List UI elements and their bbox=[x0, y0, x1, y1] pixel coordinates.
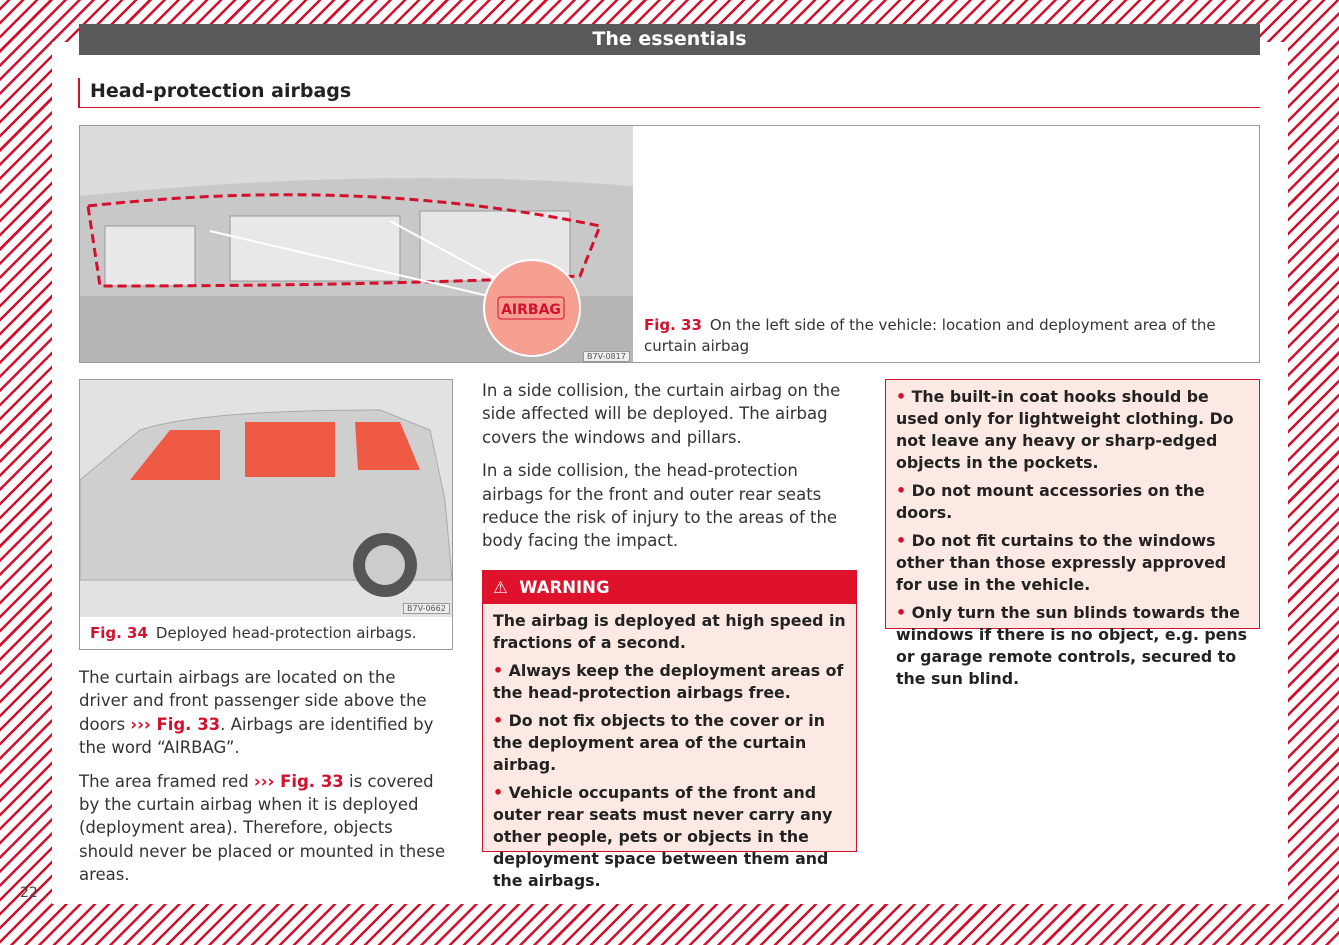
figure-label: Fig. 34 bbox=[90, 624, 148, 642]
list-item: • Vehicle occupants of the front and outer rear seats must never carry any other people, pets or objects in the deployment space between them and the airbags. bbox=[493, 783, 833, 890]
list-item: • The built-in coat hooks should be used only for lightweight clothing. Do not leave any heavy or sharp-edged objects in the pockets. bbox=[896, 387, 1234, 472]
figure-caption: Fig. 33 On the left side of the vehicle: location and deployment area of the curtain airbag bbox=[644, 316, 1216, 355]
list-item: • Do not fix objects to the cover or in the deployment area of the curtain airbag. bbox=[493, 711, 825, 774]
page-number: 22 bbox=[20, 885, 38, 901]
warning-box: ⚠ WARNING The airbag is deployed at high speed in fractions of a second. • Always keep the deployment areas of the head-protection airbags free. • Do not fix objects to the cover or in the deployment area of the curtain airbag. • Vehicle occupants of the front and outer rear seats must never carry any other people, pets or objects in the deployment space between them and the airbags. bbox=[482, 570, 857, 852]
list-item: • Do not mount accessories on the doors. bbox=[896, 481, 1205, 522]
car-interior-airbag-image bbox=[80, 126, 633, 362]
list-item: • Only turn the sun blinds towards the windows if there is no object, e.g. pens or garage remote controls, secured to the sun blind. bbox=[896, 603, 1248, 688]
fig33-link[interactable]: ››› Fig. 33 bbox=[253, 771, 344, 791]
warning-triangle-icon: ⚠ bbox=[493, 578, 508, 597]
figure-34 bbox=[79, 379, 453, 650]
list-item: • Do not fit curtains to the windows other than those expressly approved for use in the vehicle. bbox=[896, 531, 1227, 594]
warning-header: ⚠ WARNING bbox=[483, 571, 856, 604]
middle-text: In a side collision, the curtain airbag on the side affected will be deployed. The airbag covers the windows and pillars. In a side collision, the head-protection airbags for the front and outer rear seats reduce the risk of injury to the areas of the body facing the impact. bbox=[482, 381, 841, 551]
note-box bbox=[885, 379, 1260, 688]
page-title: Head-protection airbags bbox=[78, 78, 1260, 108]
image-code: B7V-0817 bbox=[583, 351, 630, 362]
car-side-airbags-image bbox=[80, 380, 452, 617]
section-header: The essentials bbox=[79, 24, 1260, 55]
figure-33 bbox=[79, 125, 1260, 363]
image-code: B7V-0662 bbox=[403, 603, 450, 614]
list-item: • Always keep the deployment areas of the head-protection airbags free. bbox=[493, 661, 844, 702]
fig33-link[interactable]: ››› Fig. 33 bbox=[130, 714, 221, 734]
left-text: The curtain airbags are located on the driver and front passenger side above the doors ››› Fig. 33. Airbags are identified by the word “AIRBAG”. The area framed red ››› Fig. 33 is covered by the curtain airbag when it is deployed (deployment area). Therefore, objects should never be placed or mounted in these areas. bbox=[79, 668, 446, 885]
figure-caption: Fig. 34 Deployed head-protection airbags. bbox=[90, 624, 417, 642]
airbag-label: AIRBAG bbox=[501, 302, 561, 318]
figure-label: Fig. 33 bbox=[644, 316, 702, 334]
